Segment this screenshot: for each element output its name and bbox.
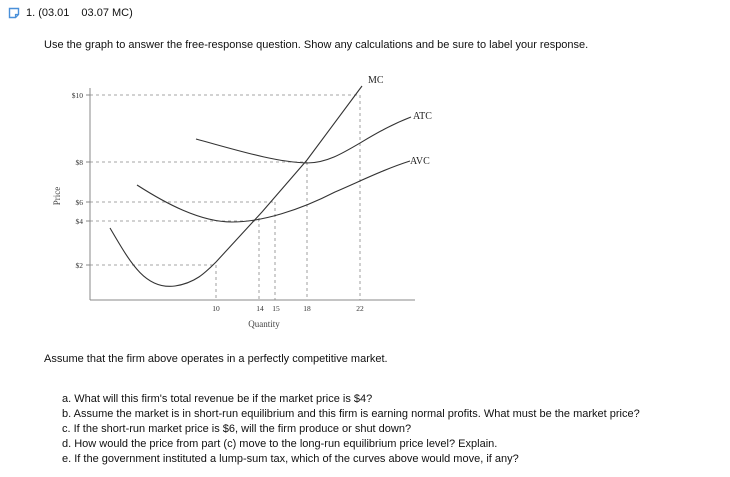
y-tick-label: $4 — [75, 217, 83, 226]
x-axis-title: Quantity — [248, 319, 280, 329]
avc-label: AVC — [410, 156, 430, 167]
question-code: 03.07 MC) — [81, 7, 133, 19]
question-part-a: a. What will this firm's total revenue be if the market price is $4? — [62, 393, 373, 405]
atc-curve — [196, 117, 411, 163]
mc-label: MC — [368, 75, 384, 86]
x-tick-label: 14 — [256, 304, 264, 313]
mc-curve — [110, 86, 362, 286]
question-number: 1. (03.01 — [26, 7, 70, 19]
avc-curve — [137, 161, 410, 222]
atc-label: ATC — [413, 111, 432, 122]
question-part-d: d. How would the price from part (c) move to the long-run equilibrium price level? Explain. — [62, 438, 498, 450]
question-part-e: e. If the government instituted a lump-sum tax, which of the curves above would move, if any? — [62, 453, 519, 465]
y-tick-label: $8 — [75, 158, 83, 167]
x-tick-label: 10 — [212, 304, 220, 313]
x-tick-label: 22 — [356, 304, 364, 313]
question-parts — [62, 392, 640, 467]
assumption-text: Assume that the firm above operates in a perfectly competitive market. — [44, 353, 388, 365]
y-tick-label: $10 — [71, 91, 83, 100]
instructions: Use the graph to answer the free-response question. Show any calculations and be sure to label your response. — [44, 39, 589, 51]
x-tick-label: 15 — [272, 304, 280, 313]
question-part-c: c. If the short-run market price is $6, will the firm produce or shut down? — [62, 423, 412, 435]
y-tick-label: $6 — [75, 198, 83, 207]
y-axis-title: Price — [52, 186, 62, 206]
question-part-b: b. Assume the market is in short-run equilibrium and this firm is earning normal profits. What must be the market price? — [62, 408, 640, 420]
y-tick-label: $2 — [75, 261, 83, 270]
x-tick-label: 18 — [303, 304, 311, 313]
